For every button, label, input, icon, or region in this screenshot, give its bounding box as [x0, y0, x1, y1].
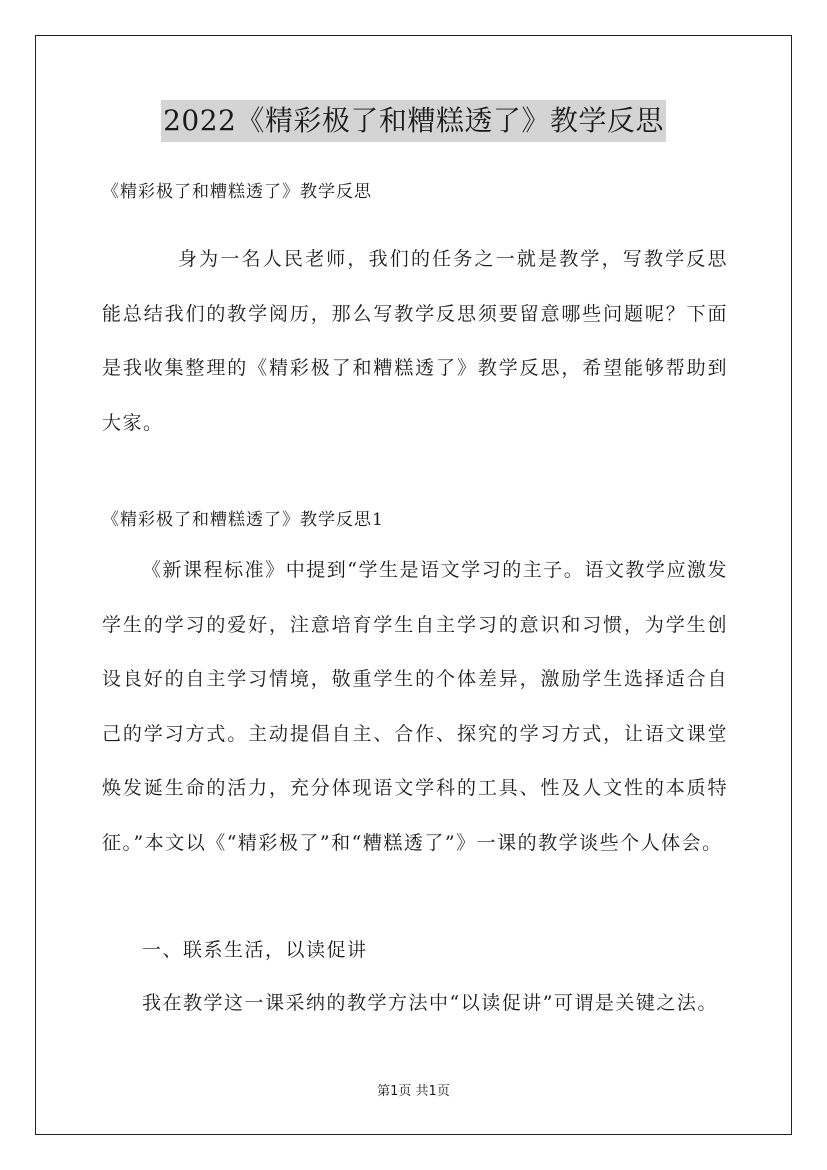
page-footer: 第1页 共1页 — [377, 1084, 450, 1099]
last-paragraph: 我在教学这一课采纳的教学方法中“以读促讲”可谓是关键之法。 — [142, 992, 718, 1014]
section-body-paragraph: 《新课程标准》中提到“学生是语文学习的主子。语文教学应激发学生的学习的爱好，注意培育学生自主学习的意识和习惯，为学生创设良好的自主学习情境，敬重学生的个体差异，激励学生选择适合自己的学习方式。主动提倡自主、合作、探究的学习方式，让语文课堂焕发诞生命的活力，充分体现语文学科的工具、性及人文性的本质特征。”本文以《“精彩极了”和“糟糕透了”》一课的教学谈些个人体会。 — [102, 559, 728, 854]
document-title: 2022《精彩极了和糟糕透了》教学反思 — [161, 100, 666, 142]
subheading: 一、联系生活，以读促讲 — [142, 939, 368, 961]
intro-paragraph: 身为一名人民老师，我们的任务之一就是教学，写教学反思能总结我们的教学阅历，那么写教学反思须要留意哪些问题呢？下面是我收集整理的《精彩极了和糟糕透了》教学反思，希望能够帮助到大家。 — [102, 248, 728, 434]
title-container — [0, 100, 827, 142]
document-subtitle: 《精彩极了和糟糕透了》教学反思 — [102, 182, 372, 202]
section-title: 《精彩极了和糟糕透了》教学反思1 — [102, 510, 384, 530]
